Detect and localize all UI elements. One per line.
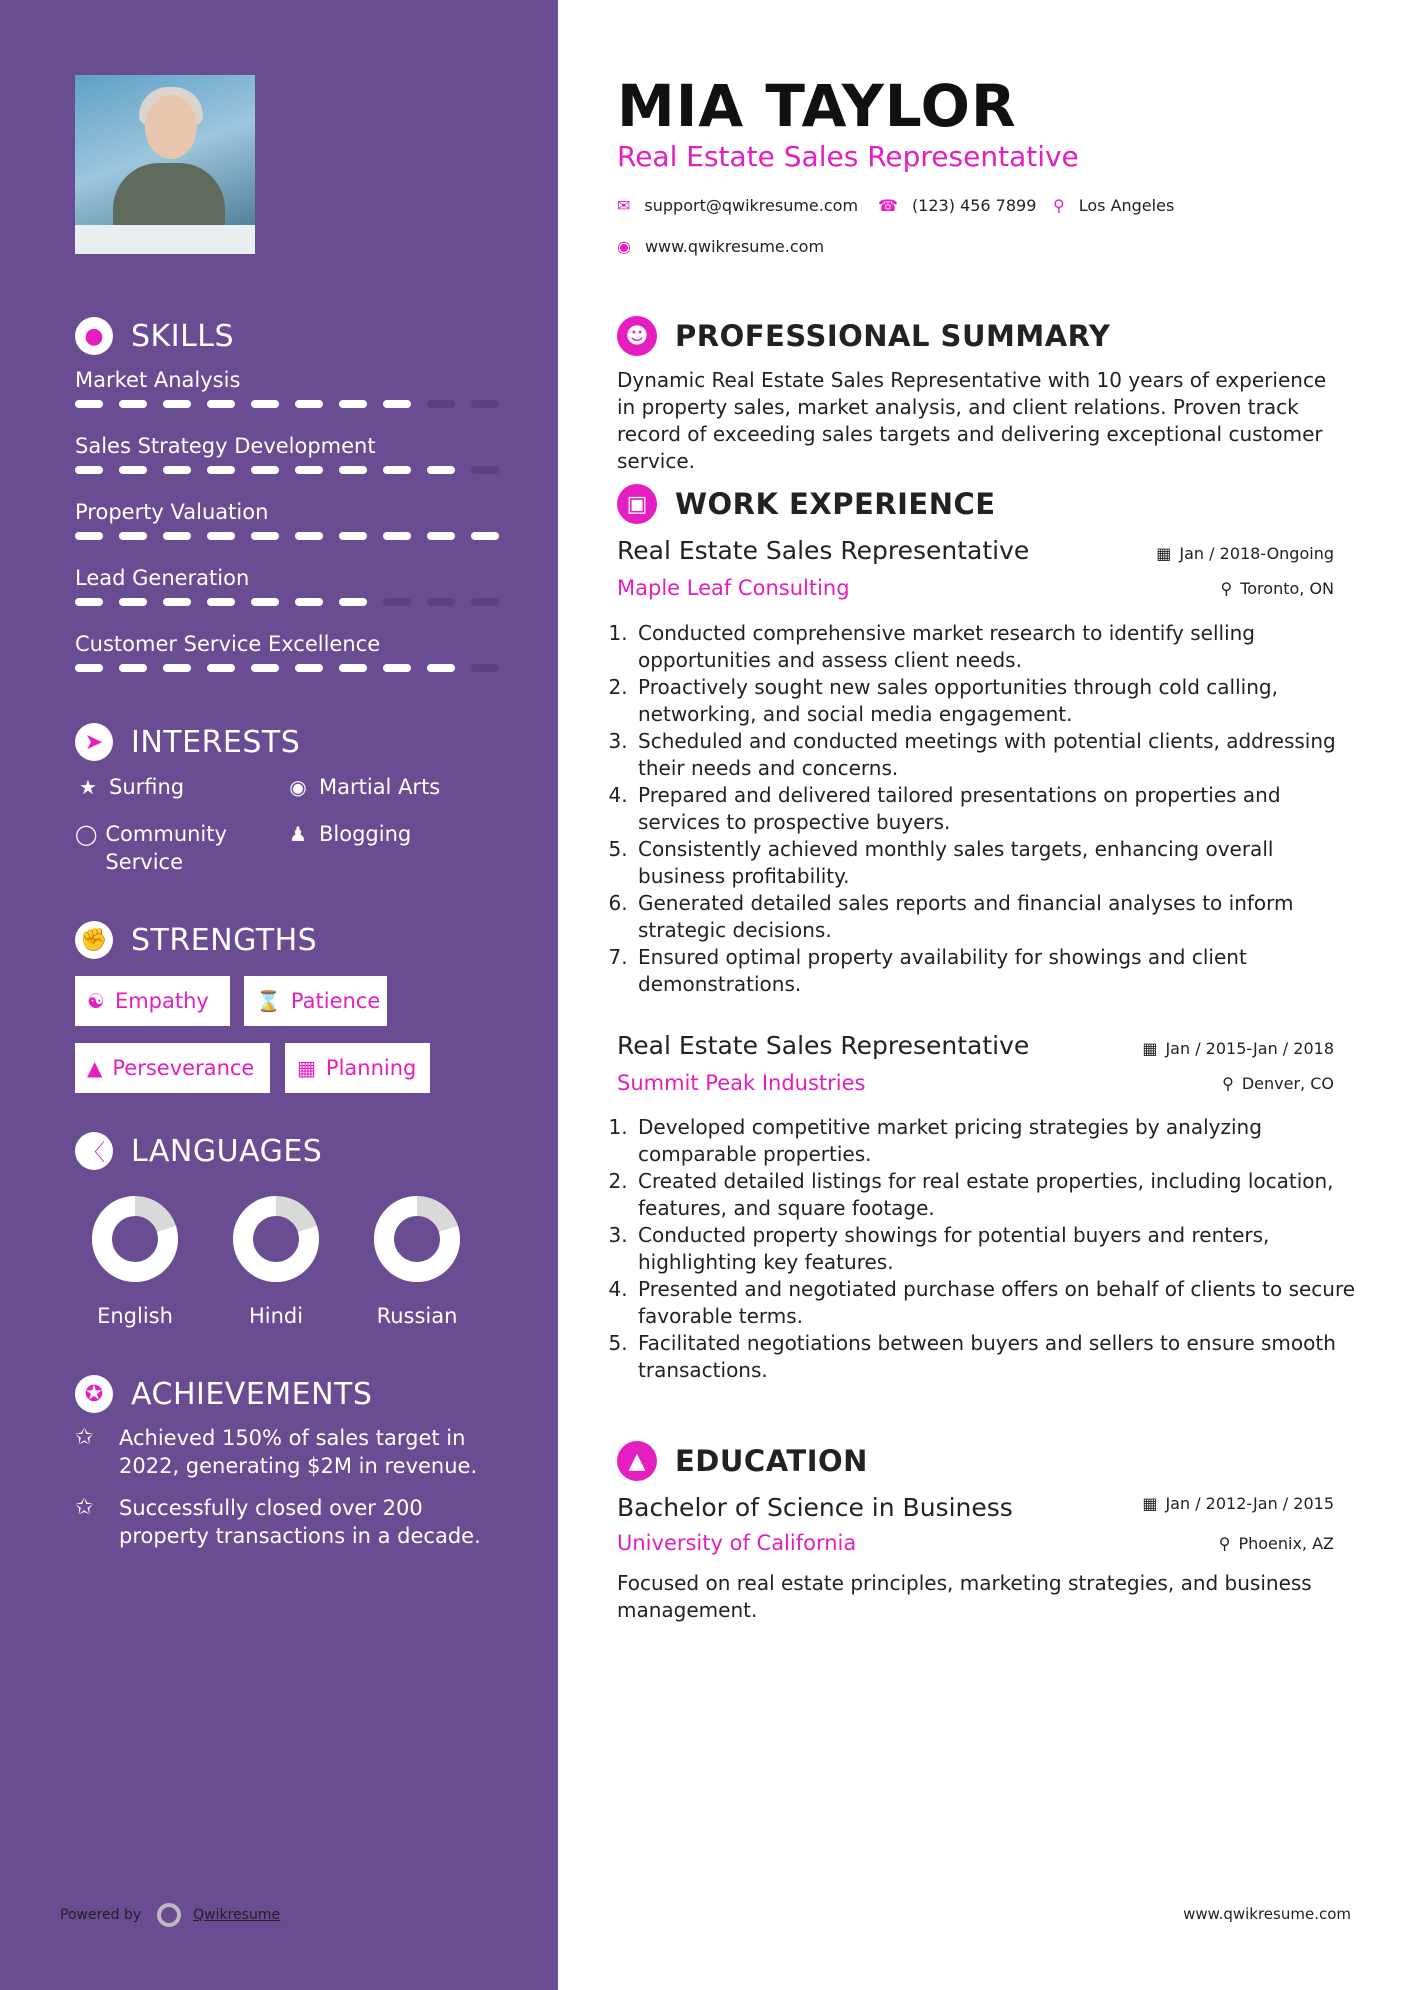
handshake-icon: ☯ (87, 989, 105, 1013)
language-progress-ring (374, 1196, 460, 1282)
skill-item: Lead Generation (75, 564, 505, 592)
calendar-icon: ▦ (1142, 1494, 1158, 1513)
skill-level-bar (75, 400, 515, 408)
skill-level-bar (75, 466, 515, 474)
calendar-icon: ▦ (1156, 544, 1172, 563)
map-pin-icon: ⚲ (1053, 196, 1065, 215)
sidebar (0, 0, 558, 1990)
summary-text: Dynamic Real Estate Sales Representative with 10 years of experience in property sales, market analysis, and client relations. Proven track record of exceeding sales targets and delivering exceptional customer service. (617, 368, 1327, 473)
list-item: 1. Developed competitive market pricing strategies by analyzing comparable properties. (634, 1114, 1359, 1168)
job-title: Real Estate Sales Representative (617, 1031, 1030, 1060)
education-description: Focused on real estate principles, marketing strategies, and business management. (617, 1571, 1312, 1622)
hourglass-icon: ⌛ (256, 989, 281, 1013)
shooting-star-icon: ✩ (75, 1495, 94, 1520)
contact-phone[interactable]: ☎ (123) 456 7899 (878, 196, 1037, 215)
contact-email[interactable]: ✉ support@qwikresume.com (617, 196, 859, 215)
job-dates: ▦ Jan / 2018-Ongoing (1156, 544, 1334, 563)
degree-title: Bachelor of Science in Business (617, 1493, 1013, 1522)
shooting-star-icon: ✩ (75, 1425, 94, 1450)
list-item: 2. Created detailed listings for real estate properties, including location, features, and square footage. (634, 1168, 1359, 1222)
lightbulb-icon: ● (75, 317, 113, 355)
school-name: University of California (617, 1531, 857, 1555)
footer-website[interactable]: www.qwikresume.com (1183, 1905, 1351, 1923)
skill-item: Market Analysis (75, 366, 505, 394)
list-item: 6. Generated detailed sales reports and financial analyses to inform strategic decisions. (634, 890, 1359, 944)
powered-by: Powered by Qwikresume (60, 1903, 280, 1927)
pin-icon: ⚲ (1222, 1074, 1234, 1093)
achievements-heading: ✪ ACHIEVEMENTS (75, 1372, 372, 1416)
user-icon: ☻ (617, 316, 657, 356)
list-item: 1. Conducted comprehensive market research to identify selling opportunities and assess client needs. (634, 620, 1359, 674)
list-item: 3. Conducted property showings for potential buyers and renters, highlighting key features. (634, 1222, 1359, 1276)
contact-location: ⚲ Los Angeles (1053, 196, 1175, 215)
language-icon: 〈 (75, 1132, 113, 1170)
list-item: 4. Prepared and delivered tailored presentations on properties and services to prospective buyers. (634, 782, 1359, 836)
experience-heading: ▣ WORK EXPERIENCE (617, 482, 996, 526)
skill-item: Property Valuation (75, 498, 505, 526)
job-location: ⚲ Toronto, ON (1220, 579, 1334, 598)
interest-item: ♟ Blogging (285, 820, 411, 848)
strength-tag: ⌛ Patience (244, 976, 387, 1026)
interests-heading: ➤ INTERESTS (75, 720, 300, 764)
star-badge-icon: ✪ (75, 1375, 113, 1413)
company-name: Summit Peak Industries (617, 1071, 866, 1095)
brand-link[interactable]: Qwikresume (193, 1907, 281, 1923)
envelope-icon: ✉ (617, 196, 631, 215)
users-icon: ♟ (289, 822, 307, 846)
candidate-title: Real Estate Sales Representative (617, 140, 1079, 173)
language-progress-ring (233, 1196, 319, 1282)
job-bullets (610, 1114, 1359, 1384)
skill-level-bar (75, 532, 515, 540)
contact-website[interactable]: ◉ www.qwikresume.com (617, 237, 825, 256)
language-item: Hindi (221, 1196, 331, 1328)
achievement-item: ✩ Achieved 150% of sales target in 2022, generating $2M in revenue. (75, 1425, 478, 1478)
skill-level-bar (75, 598, 515, 606)
job-bullets (610, 620, 1359, 998)
job-dates: ▦ Jan / 2015-Jan / 2018 (1142, 1039, 1334, 1058)
list-item: 4. Presented and negotiated purchase offers on behalf of clients to secure favorable terms. (634, 1276, 1359, 1330)
phone-icon: ☎ (878, 196, 898, 215)
star-icon: ★ (79, 775, 97, 799)
interest-item: ◉ Martial Arts (285, 773, 440, 801)
strengths-heading: ✊ STRENGTHS (75, 918, 317, 962)
candidate-name: MIA TAYLOR (617, 72, 1017, 140)
education-dates: ▦ Jan / 2012-Jan / 2015 (1142, 1494, 1334, 1513)
education-location: ⚲ Phoenix, AZ (1218, 1534, 1334, 1553)
list-item: 2. Proactively sought new sales opportunities through cold calling, networking, and social media engagement. (634, 674, 1359, 728)
calendar-icon: ▦ (1142, 1039, 1158, 1058)
interest-item: ★ Surfing (75, 773, 184, 801)
summary-heading: ☻ PROFESSIONAL SUMMARY (617, 314, 1110, 358)
languages-heading: 〈 LANGUAGES (75, 1129, 322, 1173)
pin-icon: ⚲ (1220, 579, 1233, 598)
list-item: 5. Consistently achieved monthly sales targets, enhancing overall business profitability. (634, 836, 1359, 890)
qwikresume-logo-icon (157, 1903, 181, 1927)
briefcase-icon: ▣ (617, 484, 657, 524)
language-progress-ring (92, 1196, 178, 1282)
company-name: Maple Leaf Consulting (617, 576, 850, 600)
skill-item: Customer Service Excellence (75, 630, 505, 658)
achievement-item: ✩ Successfully closed over 200 property transactions in a decade. (75, 1495, 481, 1548)
interest-item: ◯ Community Service (75, 822, 227, 874)
paper-plane-icon: ➤ (75, 723, 113, 761)
job-title: Real Estate Sales Representative (617, 536, 1030, 565)
education-heading: ▲ EDUCATION (617, 1439, 868, 1483)
skill-level-bar (75, 664, 515, 672)
pin-icon: ⚲ (1218, 1534, 1231, 1553)
strength-tag: ▦ Planning (285, 1043, 430, 1093)
job-location: ⚲ Denver, CO (1222, 1074, 1334, 1093)
list-item: 3. Scheduled and conducted meetings with potential clients, addressing their needs and concerns. (634, 728, 1359, 782)
road-icon: ▲ (87, 1056, 103, 1080)
globe-icon: ◉ (289, 775, 307, 799)
strength-tag: ☯ Empathy (75, 976, 230, 1026)
skills-heading: ● SKILLS (75, 314, 234, 358)
shield-icon: ◯ (75, 822, 98, 846)
skill-item: Sales Strategy Development (75, 432, 505, 460)
list-item: 5. Facilitated negotiations between buyers and sellers to ensure smooth transactions. (634, 1330, 1359, 1384)
graduation-cap-icon: ▲ (617, 1441, 657, 1481)
strength-tag: ▲ Perseverance (75, 1043, 270, 1093)
calendar-icon: ▦ (297, 1056, 316, 1080)
list-item: 7. Ensured optimal property availability for showings and client demonstrations. (634, 944, 1359, 998)
language-item: Russian (362, 1196, 472, 1328)
profile-photo (75, 75, 255, 254)
globe-icon: ◉ (617, 237, 631, 256)
language-item: English (80, 1196, 190, 1328)
fist-icon: ✊ (75, 921, 113, 959)
